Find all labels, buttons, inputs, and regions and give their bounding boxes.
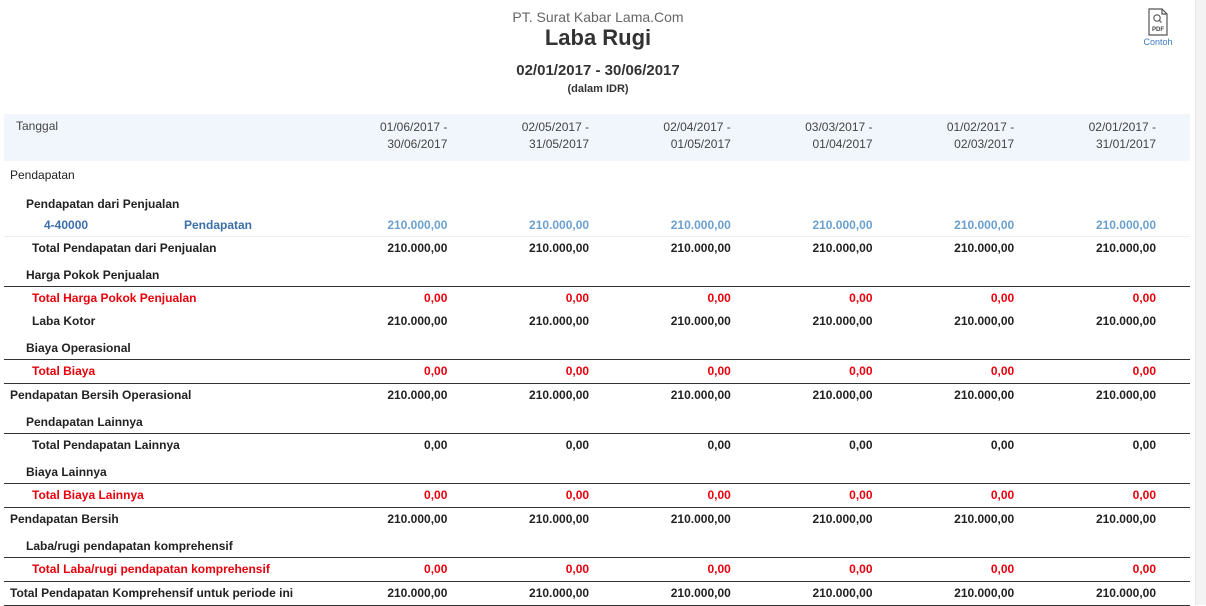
row-value: 0,00 bbox=[907, 360, 1049, 384]
row-value: 0,00 bbox=[765, 360, 907, 384]
summary-row bbox=[4, 582, 1190, 606]
period-end: 01/05/2017 bbox=[670, 137, 731, 151]
row-value: 0,00 bbox=[907, 287, 1049, 311]
period-column-header[interactable] bbox=[340, 114, 482, 161]
row-value: 210.000,00 bbox=[907, 508, 1049, 532]
group-heading-row bbox=[4, 189, 1190, 215]
row-value: 0,00 bbox=[340, 287, 482, 311]
row-value: 210.000,00 bbox=[623, 237, 765, 261]
row-value: 210.000,00 bbox=[481, 384, 623, 408]
period-column-header[interactable] bbox=[481, 114, 623, 161]
row-value: 0,00 bbox=[340, 434, 482, 458]
row-value: 210.000,00 bbox=[340, 582, 482, 606]
profit-loss-table bbox=[4, 114, 1190, 606]
row-value: 0,00 bbox=[907, 484, 1049, 508]
row-value: 210.000,00 bbox=[529, 314, 590, 328]
row-label: Total Harga Pokok Penjualan bbox=[4, 287, 340, 311]
row-value: 210.000,00 bbox=[1048, 237, 1190, 261]
group-heading-row bbox=[4, 457, 1190, 484]
summary-row bbox=[4, 508, 1190, 532]
row-value: 0,00 bbox=[907, 558, 1049, 582]
date-column-header: Tanggal bbox=[4, 114, 340, 161]
row-value: 0,00 bbox=[1048, 287, 1190, 311]
period-column-header[interactable] bbox=[907, 114, 1049, 161]
row-value: 210.000,00 bbox=[954, 314, 1015, 328]
row-value: 0,00 bbox=[765, 434, 907, 458]
row-value: 210.000,00 bbox=[340, 237, 482, 261]
row-value: 210.000,00 bbox=[481, 237, 623, 261]
row-value: 210.000,00 bbox=[670, 314, 731, 328]
row-label: Pendapatan Lainnya bbox=[26, 415, 143, 429]
summary-row bbox=[4, 384, 1190, 408]
row-label: Total Pendapatan Lainnya bbox=[4, 434, 340, 458]
subtotal-row bbox=[4, 484, 1190, 508]
row-label: Laba Kotor bbox=[32, 314, 96, 328]
account-name-link[interactable]: Pendapatan bbox=[184, 218, 253, 232]
period-start: 01/06/2017 - bbox=[380, 120, 448, 134]
row-label: Biaya Lainnya bbox=[26, 465, 107, 479]
row-value: 0,00 bbox=[1048, 360, 1190, 384]
period-column-header[interactable] bbox=[1048, 114, 1190, 161]
account-code-link[interactable]: 4-40000 bbox=[44, 218, 89, 232]
row-value: 0,00 bbox=[1048, 558, 1190, 582]
row-value: 0,00 bbox=[340, 360, 482, 384]
row-label: Pendapatan bbox=[10, 168, 75, 182]
account-value-link[interactable]: 210.000,00 bbox=[340, 215, 482, 237]
subtotal-row bbox=[4, 237, 1190, 261]
row-value: 0,00 bbox=[623, 558, 765, 582]
row-label: Total Pendapatan dari Penjualan bbox=[4, 237, 340, 261]
period-end: 30/06/2017 bbox=[387, 137, 448, 151]
row-value: 210.000,00 bbox=[812, 314, 873, 328]
pdf-file-icon bbox=[1147, 8, 1169, 36]
row-value: 0,00 bbox=[340, 558, 482, 582]
subtotal-row bbox=[4, 434, 1190, 458]
report-title: Laba Rugi bbox=[544, 25, 652, 50]
subtotal-row bbox=[4, 287, 1190, 311]
account-row bbox=[4, 215, 1190, 237]
subtotal-row bbox=[4, 360, 1190, 384]
group-heading-row bbox=[4, 260, 1190, 287]
row-value: 0,00 bbox=[481, 484, 623, 508]
gross-profit-row bbox=[4, 310, 1190, 333]
row-value: 210.000,00 bbox=[907, 237, 1049, 261]
row-value: 0,00 bbox=[1048, 484, 1190, 508]
row-value: 210.000,00 bbox=[907, 582, 1049, 606]
pdf-sample-label: Contoh bbox=[1143, 37, 1173, 47]
row-value: 0,00 bbox=[481, 558, 623, 582]
row-value: 210.000,00 bbox=[623, 508, 765, 532]
row-value: 210.000,00 bbox=[387, 314, 448, 328]
svg-text:PDF: PDF bbox=[1152, 27, 1164, 33]
report-period: 02/01/2017 - 30/06/2017 bbox=[516, 62, 680, 79]
row-value: 210.000,00 bbox=[623, 384, 765, 408]
period-start: 03/03/2017 - bbox=[805, 120, 873, 134]
period-column-header[interactable] bbox=[765, 114, 907, 161]
row-label: Total Pendapatan Komprehensif untuk periode ini bbox=[4, 582, 340, 606]
row-value: 210.000,00 bbox=[340, 508, 482, 532]
period-end: 01/04/2017 bbox=[812, 137, 873, 151]
account-value-link[interactable]: 210.000,00 bbox=[1048, 215, 1190, 237]
period-start: 02/01/2017 - bbox=[1088, 120, 1156, 134]
row-label: Total Laba/rugi pendapatan komprehensif bbox=[4, 558, 340, 582]
group-heading-row bbox=[4, 333, 1190, 360]
period-start: 01/02/2017 - bbox=[946, 120, 1015, 134]
row-label: Pendapatan Bersih Operasional bbox=[4, 384, 340, 408]
row-value: 0,00 bbox=[765, 484, 907, 508]
row-value: 0,00 bbox=[481, 434, 623, 458]
account-cell bbox=[4, 215, 340, 237]
row-value: 210.000,00 bbox=[1048, 384, 1190, 408]
row-value: 0,00 bbox=[623, 434, 765, 458]
period-start: 02/05/2017 - bbox=[521, 120, 590, 134]
row-value: 210.000,00 bbox=[481, 582, 623, 606]
row-value: 210.000,00 bbox=[1095, 314, 1156, 328]
row-value: 210.000,00 bbox=[1048, 508, 1190, 532]
row-label: Pendapatan dari Penjualan bbox=[26, 197, 180, 211]
row-value: 0,00 bbox=[623, 484, 765, 508]
row-value: 0,00 bbox=[1048, 434, 1190, 458]
row-value: 210.000,00 bbox=[765, 508, 907, 532]
account-value-link[interactable]: 210.000,00 bbox=[765, 215, 907, 237]
row-label: Pendapatan Bersih bbox=[4, 508, 340, 532]
period-start: 02/04/2017 - bbox=[663, 120, 731, 134]
row-value: 0,00 bbox=[623, 287, 765, 311]
account-value-link[interactable]: 210.000,00 bbox=[623, 215, 765, 237]
group-heading-row bbox=[4, 531, 1190, 558]
row-value: 210.000,00 bbox=[765, 237, 907, 261]
scrollbar-track[interactable] bbox=[1195, 0, 1206, 605]
account-value-link[interactable]: 210.000,00 bbox=[907, 215, 1049, 237]
row-value: 0,00 bbox=[907, 434, 1049, 458]
row-value: 210.000,00 bbox=[340, 384, 482, 408]
period-column-header[interactable] bbox=[623, 114, 765, 161]
row-value: 210.000,00 bbox=[623, 582, 765, 606]
row-value: 210.000,00 bbox=[765, 582, 907, 606]
row-label: Laba/rugi pendapatan komprehensif bbox=[26, 539, 233, 553]
pdf-sample-button[interactable] bbox=[1138, 8, 1178, 47]
row-label: Harga Pokok Penjualan bbox=[26, 268, 160, 282]
row-value: 210.000,00 bbox=[765, 384, 907, 408]
row-value: 210.000,00 bbox=[907, 384, 1049, 408]
row-value: 210.000,00 bbox=[481, 508, 623, 532]
currency-note: (dalam IDR) bbox=[567, 83, 629, 95]
period-end: 31/01/2017 bbox=[1095, 137, 1156, 151]
table-header-row bbox=[4, 114, 1190, 161]
row-label: Biaya Operasional bbox=[26, 341, 131, 355]
row-value: 0,00 bbox=[340, 484, 482, 508]
period-end: 31/05/2017 bbox=[529, 137, 590, 151]
row-value: 0,00 bbox=[481, 287, 623, 311]
section-row bbox=[4, 161, 1190, 189]
period-end: 02/03/2017 bbox=[954, 137, 1015, 151]
row-value: 210.000,00 bbox=[1048, 582, 1190, 606]
account-value-link[interactable]: 210.000,00 bbox=[481, 215, 623, 237]
row-value: 0,00 bbox=[481, 360, 623, 384]
row-value: 0,00 bbox=[765, 558, 907, 582]
row-label: Total Biaya bbox=[4, 360, 340, 384]
subtotal-row bbox=[4, 558, 1190, 582]
row-label: Total Biaya Lainnya bbox=[4, 484, 340, 508]
group-heading-row bbox=[4, 407, 1190, 434]
report-company-name: PT. Surat Kabar Lama.Com bbox=[512, 9, 684, 25]
row-value: 0,00 bbox=[623, 360, 765, 384]
row-value: 0,00 bbox=[765, 287, 907, 311]
